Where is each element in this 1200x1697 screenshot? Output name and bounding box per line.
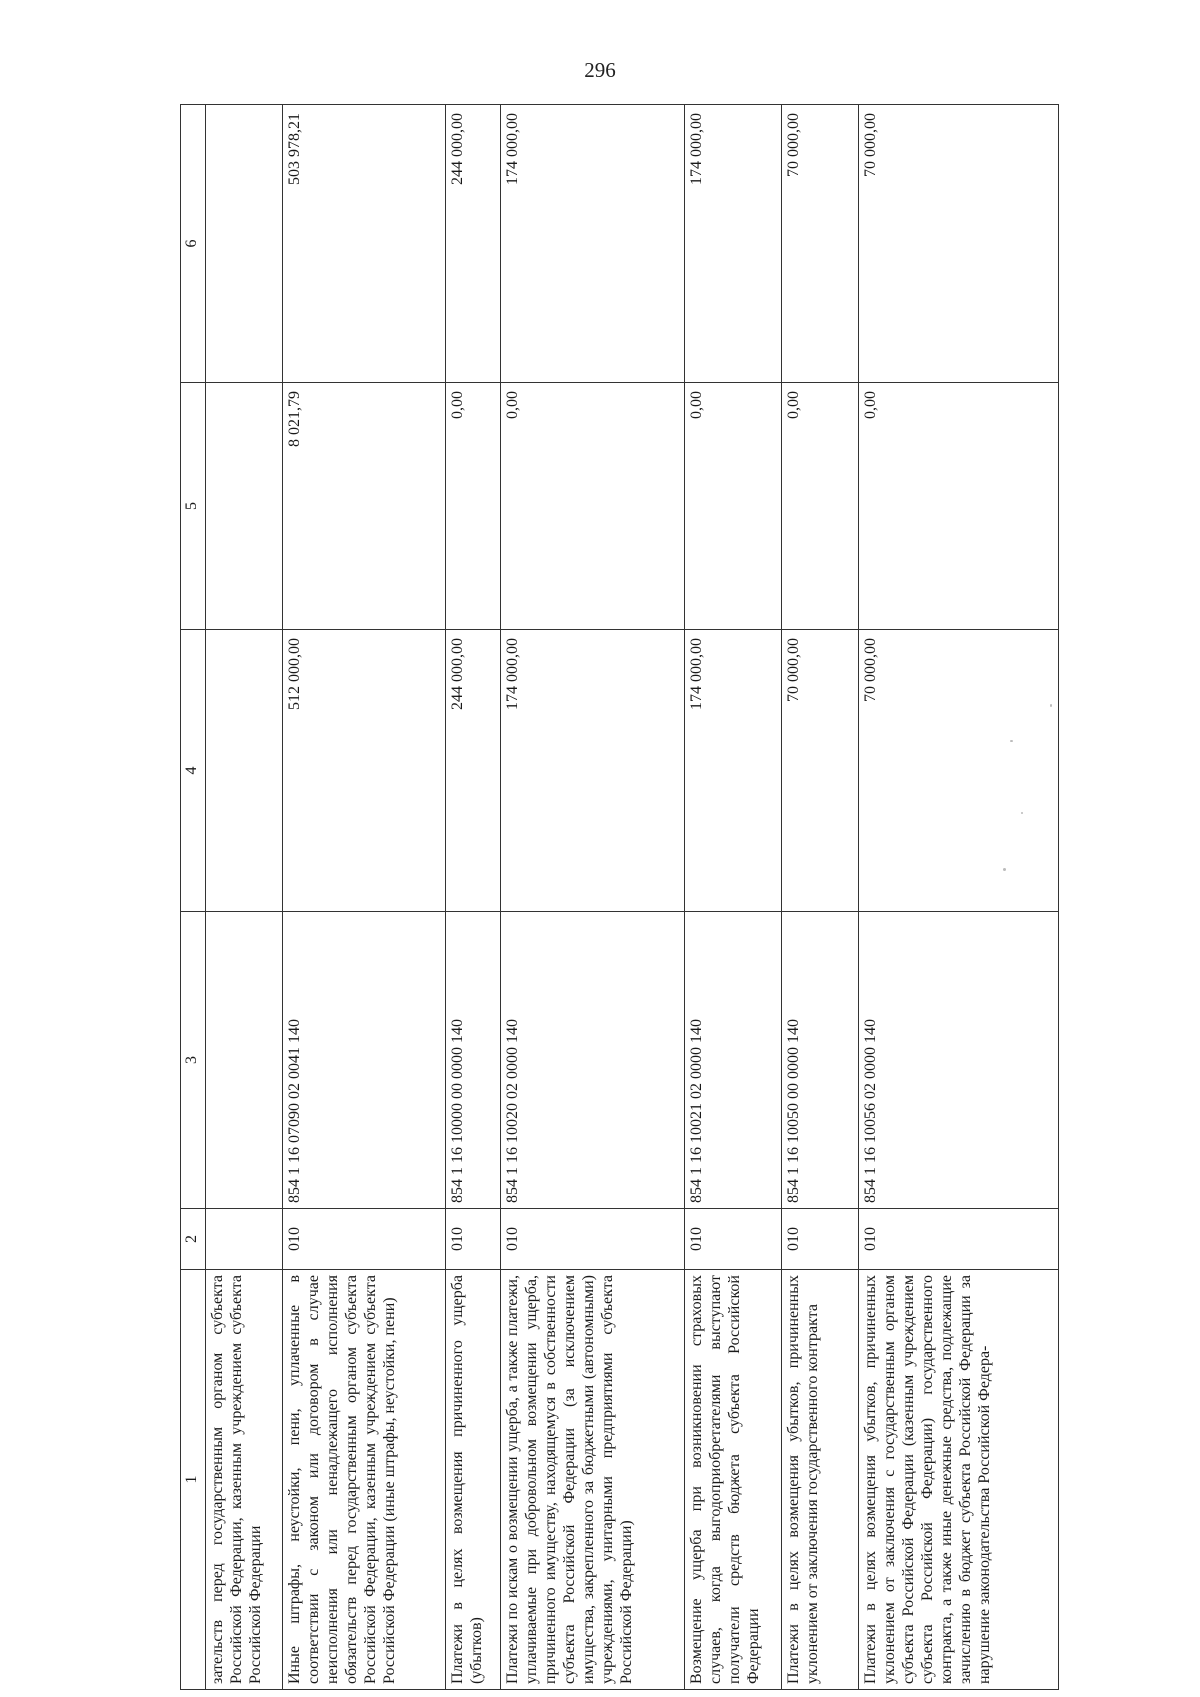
row-kbk: 854 1 16 10050 00 0000 140 xyxy=(782,912,859,1209)
col-header-2: 2 xyxy=(181,1209,206,1270)
row-name: Платежи в целях возмещения причиненного ущерба (убытков) xyxy=(446,1270,501,1690)
row-kbk: 854 1 16 10056 02 0000 140 xyxy=(859,912,1059,1209)
scan-speck xyxy=(1010,740,1013,742)
row-remainder: 174 000,00 xyxy=(501,105,685,383)
row-remainder: 70 000,00 xyxy=(859,105,1059,383)
row-kbk: 854 1 16 07090 02 0041 140 xyxy=(283,912,446,1209)
row-code: 010 xyxy=(501,1209,685,1270)
row-name: Платежи в целях возмещения убытков, причиненных уклонением от заключения государственного контракта xyxy=(782,1270,859,1690)
table-row xyxy=(283,105,446,1690)
row-exec xyxy=(206,383,283,630)
row-remainder: 503 978,21 xyxy=(283,105,446,383)
row-code: 010 xyxy=(859,1209,1059,1270)
col-header-3: 3 xyxy=(181,912,206,1209)
col-header-4: 4 xyxy=(181,630,206,912)
row-remainder: 174 000,00 xyxy=(685,105,782,383)
row-name: Платежи по искам о возмещении ущерба, а также платежи, уплачиваемые при добровольном возмещении ущерба, причиненного имуществу, находящемуся в собственности субъекта Российской Федерации (за исключением имущества, закрепленного за бюджетными (автономными) учреждениями, унитарными предприятиями субъекта Российской Федерации) xyxy=(501,1270,685,1690)
row-plan: 174 000,00 xyxy=(501,630,685,912)
row-name: Иные штрафы, неустойки, пени, уплаченные в соответствии с законом или договором в случае неисполнения или ненадлежащего исполнения обязательств перед государственным органом субъекта Российской Федерации, казенным учреждением субъекта Российской Федерации (иные штрафы, неустойки, пени) xyxy=(283,1270,446,1690)
row-plan xyxy=(206,630,283,912)
col-header-5: 5 xyxy=(181,383,206,630)
col-header-6: 6 xyxy=(181,105,206,383)
page-number: 296 xyxy=(584,58,616,82)
row-code: 010 xyxy=(446,1209,501,1270)
scan-speck xyxy=(1021,812,1023,814)
row-kbk xyxy=(206,912,283,1209)
table-row xyxy=(446,105,501,1690)
row-kbk: 854 1 16 10021 02 0000 140 xyxy=(685,912,782,1209)
row-code: 010 xyxy=(283,1209,446,1270)
row-plan: 174 000,00 xyxy=(685,630,782,912)
row-exec: 0,00 xyxy=(859,383,1059,630)
row-name: зательств перед государственным органом субъекта Российской Федерации, казенным учреждением субъекта Российской Федерации xyxy=(206,1270,283,1690)
row-exec: 0,00 xyxy=(782,383,859,630)
row-exec: 0,00 xyxy=(685,383,782,630)
row-exec: 0,00 xyxy=(446,383,501,630)
row-code: 010 xyxy=(685,1209,782,1270)
row-name: Платежи в целях возмещения убытков, причиненных уклонением от заключения с государственным органом субъекта Российской Федерации (казенным учреждением субъекта Российской Федерации) государственного контракта, а также иные денежные средства, подлежащие зачислению в бюджет субъекта Российской Федерации за нарушение законодательства Российской Федера- xyxy=(859,1270,1059,1690)
row-plan: 244 000,00 xyxy=(446,630,501,912)
row-remainder xyxy=(206,105,283,383)
row-plan: 512 000,00 xyxy=(283,630,446,912)
table-row xyxy=(859,105,1059,1690)
table-row xyxy=(206,105,283,1690)
budget-table xyxy=(180,104,1059,1690)
row-plan: 70 000,00 xyxy=(859,630,1059,912)
rotated-table-container xyxy=(180,105,1050,1690)
row-plan: 70 000,00 xyxy=(782,630,859,912)
scan-speck xyxy=(1050,704,1052,707)
table-header-row xyxy=(181,105,206,1690)
table-row xyxy=(501,105,685,1690)
scan-speck xyxy=(1003,868,1006,871)
row-remainder: 244 000,00 xyxy=(446,105,501,383)
row-remainder: 70 000,00 xyxy=(782,105,859,383)
row-kbk: 854 1 16 10000 00 0000 140 xyxy=(446,912,501,1209)
table-row xyxy=(685,105,782,1690)
row-code: 010 xyxy=(782,1209,859,1270)
col-header-1: 1 xyxy=(181,1270,206,1690)
row-kbk: 854 1 16 10020 02 0000 140 xyxy=(501,912,685,1209)
table-row xyxy=(782,105,859,1690)
row-exec: 8 021,79 xyxy=(283,383,446,630)
row-name: Возмещение ущерба при возникновении страховых случаев, когда выгодоприобретателями выступают получатели средств бюджета субъекта Российской Федерации xyxy=(685,1270,782,1690)
row-exec: 0,00 xyxy=(501,383,685,630)
row-code xyxy=(206,1209,283,1270)
